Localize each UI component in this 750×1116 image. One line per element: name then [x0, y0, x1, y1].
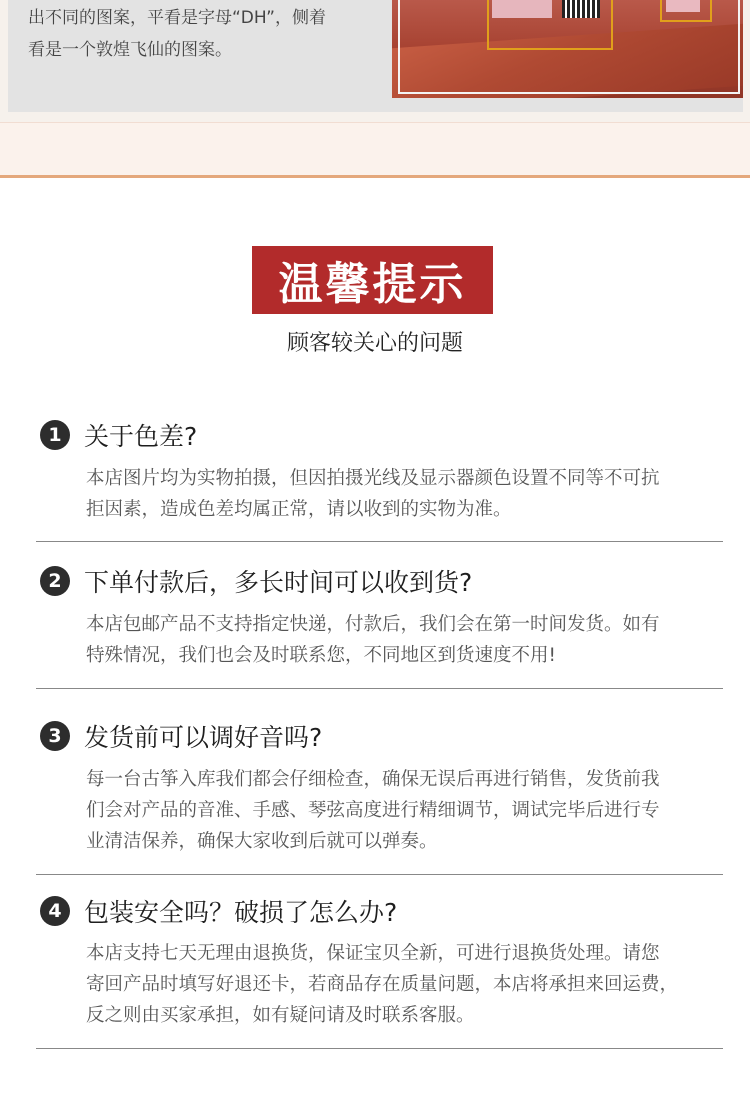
faq-question: 包装安全吗？破损了怎么办? — [84, 898, 398, 927]
faq-question-row — [40, 563, 472, 599]
tips-banner — [252, 246, 493, 314]
faq-answer — [86, 609, 710, 671]
faq-answer — [86, 764, 710, 857]
faq-divider — [36, 1048, 723, 1049]
product-info-section — [0, 0, 750, 122]
answer-line: 每一台古筝入库我们都会仔细检查，确保无误后再进行销售，发货前我 — [86, 769, 660, 790]
description-line: 看是一个敦煌飞仙的图案。 — [28, 40, 232, 60]
answer-line: 特殊情况，我们也会及时联系您，不同地区到货速度不用! — [86, 645, 556, 666]
faq-divider — [36, 688, 723, 689]
faq-question-row — [40, 893, 397, 929]
number-badge-icon: 3 — [40, 721, 70, 751]
number-badge-icon: 2 — [40, 566, 70, 596]
photo-frame — [398, 0, 740, 94]
number-badge-icon: 4 — [40, 896, 70, 926]
answer-line: 本店包邮产品不支持指定快递，付款后，我们会在第一时间发货。如有 — [86, 614, 660, 635]
faq-divider — [36, 541, 723, 542]
section-divider-line — [0, 175, 750, 178]
faq-divider — [36, 874, 723, 875]
faq-question-row — [40, 718, 322, 754]
answer-line: 业清洁保养，确保大家收到后就可以弹奏。 — [86, 831, 438, 852]
product-photo — [392, 0, 743, 98]
faq-answer — [86, 463, 710, 525]
answer-line: 们会对产品的音准、手感、琴弦高度进行精细调节，调试完毕后进行专 — [86, 800, 660, 821]
faq-question: 下单付款后，多长时间可以收到货? — [84, 568, 473, 597]
answer-line: 寄回产品时填写好退还卡，若商品存在质量问题，本店将承担来回运费， — [86, 974, 679, 995]
answer-line: 反之则由买家承担，如有疑问请及时联系客服。 — [86, 1005, 475, 1026]
faq-question: 关于色差? — [84, 422, 198, 451]
answer-line: 本店图片均为实物拍摄，但因拍摄光线及显示器颜色设置不同等不可抗 — [86, 468, 660, 489]
answer-line: 拒因素，造成色差均属正常，请以收到的实物为准。 — [86, 499, 512, 520]
answer-line: 本店支持七天无理由退换货，保证宝贝全新，可进行退换货处理。请您 — [86, 943, 660, 964]
section-subtitle: 顾客较关心的问题 — [286, 331, 463, 356]
section-separator-band — [0, 122, 750, 176]
faq-question: 发货前可以调好音吗? — [84, 723, 323, 752]
banner-title: 温馨提示 — [278, 259, 467, 310]
product-description — [28, 2, 388, 66]
description-line: 出不同的图案，平看是字母“DH”，侧着 — [28, 8, 326, 28]
number-badge-icon: 1 — [40, 420, 70, 450]
faq-answer — [86, 938, 710, 1031]
faq-question-row — [40, 417, 197, 453]
